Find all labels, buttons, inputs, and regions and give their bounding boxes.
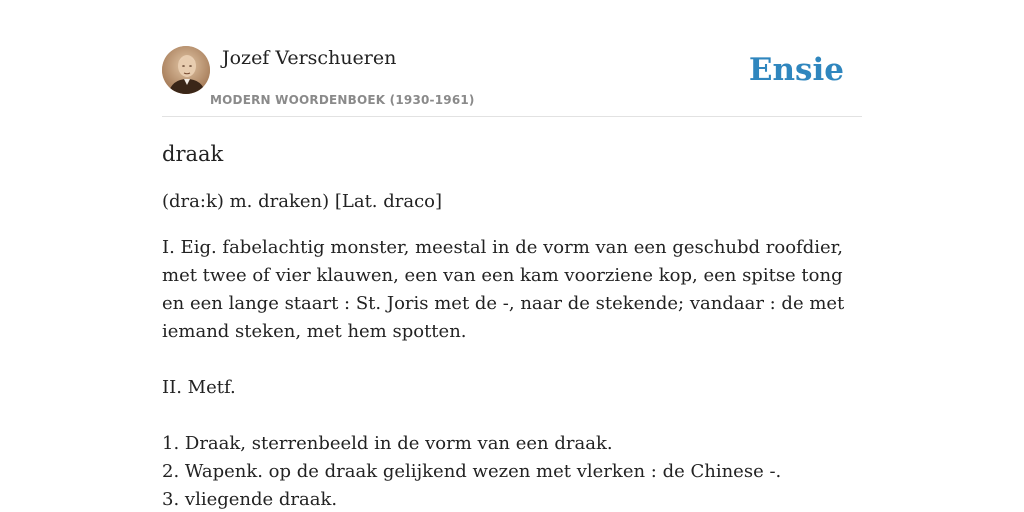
brand-logo[interactable]: Ensie: [748, 52, 844, 88]
sense-item: 1. Draak, sterrenbeeld in de vorm van een draak.: [162, 433, 613, 454]
author-avatar[interactable]: [162, 46, 210, 94]
paragraph-gap: [162, 346, 862, 374]
paragraph-gap: [162, 402, 862, 430]
headword: draak: [162, 142, 224, 166]
entry-content: [162, 138, 862, 512]
grammar-info: (dra:k) m. draken) [Lat. draco]: [162, 191, 443, 212]
definition-literal: I. Eig. fabelachtig monster, meestal in de vorm van een geschubd roofdier, met twee of vier klauwen, een van een kam voorziene kop, een spitse tong en een lange staart : St. Joris met de -, naar de stekende; vandaar : de met iemand steken, met hem spotten.: [162, 237, 845, 342]
author-name[interactable]: Jozef Verschueren: [222, 47, 397, 69]
sense-item: 3. vliegende draak.: [162, 489, 338, 510]
section-figurative: II. Metf.: [162, 377, 236, 398]
sense-item: 2. Wapenk. op de draak gelijkend wezen met vlerken : de Chinese -.: [162, 461, 782, 482]
entry-header: [162, 46, 862, 117]
portrait-icon: [162, 46, 210, 94]
source-dictionary[interactable]: MODERN WOORDENBOEK (1930-1961): [210, 93, 475, 107]
